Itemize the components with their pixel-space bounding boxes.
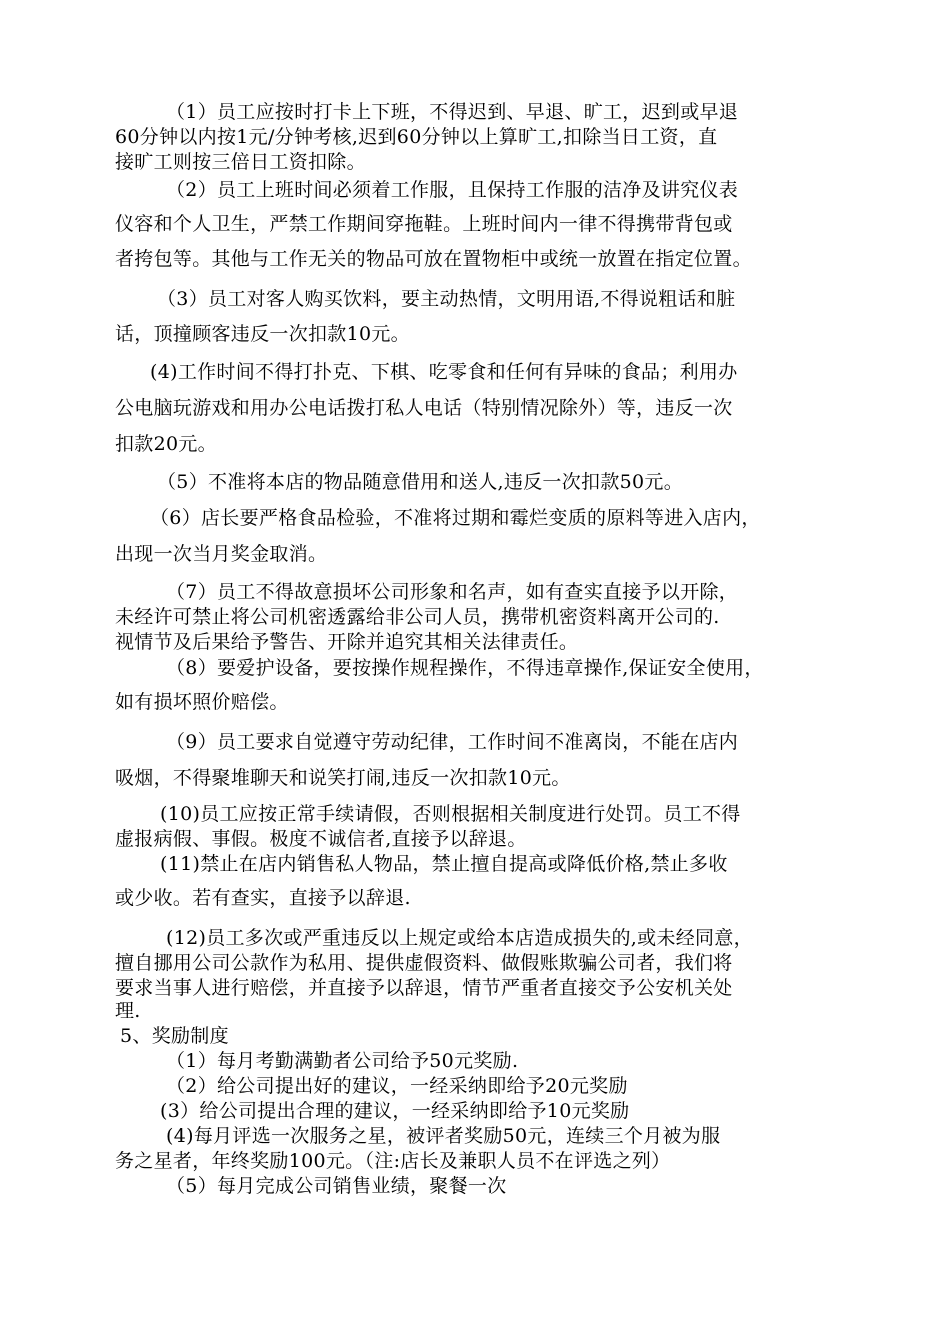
rule-3-line-2: 话，顶撞顾客违反一次扣款10元。 [115, 323, 410, 345]
rule-7-line-1: （7）员工不得故意损坏公司形象和名声，如有查实直接予以开除， [166, 581, 739, 603]
rule-5-line-1: （5）不准将本店的物品随意借用和送人,违反一次扣款50元。 [157, 471, 684, 493]
rule-12-line-1: (12)员工多次或严重违反以上规定或给本店造成损失的,或未经同意， [166, 927, 753, 949]
rule-12-line-4: 理. [115, 1000, 141, 1022]
rule-8-line-1: （8）要爱护设备，要按操作规程操作，不得违章操作,保证安全使用， [166, 657, 764, 679]
rule-8-line-2: 如有损坏照价赔偿。 [115, 691, 289, 713]
rule-6-line-1: （6）店长要严格食品检验，不准将过期和霉烂变质的原料等进入店内， [150, 507, 761, 529]
rule-4-line-1: (4)工作时间不得打扑克、下棋、吃零食和任何有异味的食品；利用办 [150, 361, 738, 383]
reward-item-4-line-2: 务之星者，年终奖励100元。（注:店长及兼职人员不在评选之列） [115, 1150, 671, 1172]
reward-heading: 5、奖励制度 [120, 1025, 229, 1047]
rule-2-line-2: 仪容和个人卫生，严禁工作期间穿拖鞋。上班时间内一律不得携带背包或 [115, 213, 733, 235]
rule-3-line-1: （3）员工对客人购买饮料，要主动热情，文明用语,不得说粗话和脏 [157, 288, 736, 310]
rule-9-line-2: 吸烟，不得聚堆聊天和说笑打闹,违反一次扣款10元。 [115, 767, 571, 789]
rule-7-line-3: 视情节及后果给予警告、开除并追究其相关法律责任。 [115, 631, 579, 653]
reward-item-4-line-1: (4)每月评选一次服务之星，被评者奖励50元，连续三个月被为服 [166, 1125, 721, 1147]
rule-2-line-1: （2）员工上班时间必须着工作服，且保持工作服的洁净及讲究仪表 [166, 179, 739, 201]
rule-12-line-3: 要求当事人进行赔偿，并直接予以辞退，情节严重者直接交予公安机关处 [115, 977, 733, 999]
reward-item-3: (3）给公司提出合理的建议，一经采纳即给予10元奖励 [160, 1100, 630, 1122]
rule-1-line-3: 接旷工则按三倍日工资扣除。 [115, 151, 366, 173]
reward-item-2: （2）给公司提出好的建议，一经采纳即给予20元奖励 [166, 1075, 628, 1097]
rule-11-line-2: 或少收。若有查实，直接予以辞退. [115, 887, 411, 909]
rule-7-line-2: 未经许可禁止将公司机密透露给非公司人员，携带机密资料离开公司的. [115, 606, 720, 628]
rule-1-line-1: （1）员工应按时打卡上下班，不得迟到、早退、旷工，迟到或早退 [166, 101, 739, 123]
rule-9-line-1: （9）员工要求自觉遵守劳动纪律，工作时间不准离岗，不能在店内 [166, 731, 739, 753]
rule-6-line-2: 出现一次当月奖金取消。 [115, 543, 328, 565]
rule-4-line-2: 公电脑玩游戏和用办公电话拨打私人电话（特别情况除外）等，违反一次 [115, 397, 733, 419]
rule-12-line-2: 擅自挪用公司公款作为私用、提供虚假资料、做假账欺骗公司者，我们将 [115, 952, 733, 974]
reward-item-1: （1）每月考勤满勤者公司给予50元奖励. [166, 1050, 519, 1072]
rule-2-line-3: 者挎包等。其他与工作无关的物品可放在置物柜中或统一放置在指定位置。 [115, 248, 752, 270]
rule-10-line-2: 虚报病假、事假。极度不诚信者,直接予以辞退。 [115, 828, 527, 850]
reward-item-5: （5）每月完成公司销售业绩，聚餐一次 [166, 1175, 507, 1197]
rule-1-line-2: 60分钟以内按1元/分钟考核,迟到60分钟以上算旷工,扣除当日工资，直 [115, 126, 718, 148]
rule-10-line-1: (10)员工应按正常手续请假，否则根据相关制度进行处罚。员工不得 [160, 803, 741, 825]
rule-4-line-3: 扣款20元。 [115, 433, 217, 455]
rule-11-line-1: (11)禁止在店内销售私人物品，禁止擅自提高或降低价格,禁止多收 [160, 853, 728, 875]
